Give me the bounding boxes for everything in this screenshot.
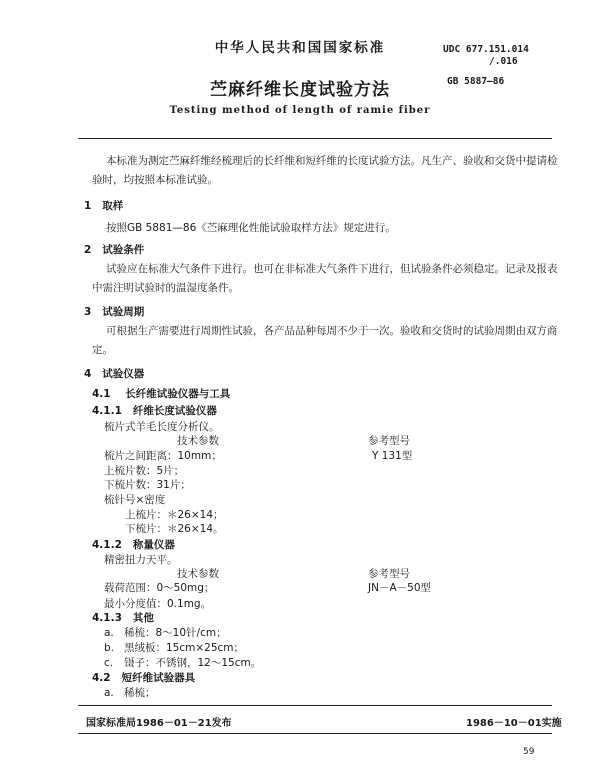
sub-param-item: 下梳片：＊26×14。 <box>125 523 224 535</box>
ref-model: JN－A－50型 <box>368 582 431 594</box>
ref-header: 参考型号 <box>368 435 410 447</box>
section-title: 短纤维试验器具 <box>121 672 196 684</box>
list-item <box>104 655 261 670</box>
effective-date: 1986－10－01实施 <box>466 718 562 729</box>
section-title: 称量仪器 <box>132 539 175 551</box>
section-title: 试验条件 <box>102 244 145 256</box>
page-subtitle: Testing method of length of ramie fiber <box>169 105 431 116</box>
section-title: 取样 <box>102 200 124 212</box>
footer-divider-bottom <box>78 733 552 734</box>
ref-header: 参考型号 <box>368 568 410 580</box>
list-text: 稀梳：8～10针/cm； <box>124 627 227 639</box>
section-title: 其他 <box>132 612 154 624</box>
list-text: 稀梳； <box>124 687 156 699</box>
list-text: 镊子：不锈钢，12～15cm。 <box>124 657 262 669</box>
sub-param-item: 上梳片：＊26×14； <box>125 509 224 521</box>
param-item: 载荷范围：0～50mg； <box>104 582 215 594</box>
section-title: 长纤维试验仪器与工具 <box>125 388 231 400</box>
header-divider <box>78 138 552 139</box>
param-item: 梳针号×密度 <box>104 494 166 506</box>
section-3-text: 可根据生产需要进行周期性试验，各产品品种每周不少于一次。验收和交货时的试验周期由双方商定。 <box>92 325 558 356</box>
list-label: b. <box>104 642 115 654</box>
section-2-heading <box>84 242 144 257</box>
device-name: 精密扭力天平。 <box>104 554 178 566</box>
section-title: 纤维长度试验仪器 <box>132 405 217 417</box>
ref-model: Y 131型 <box>372 450 413 462</box>
device-name: 梳片式羊毛长度分析仪。 <box>104 421 220 433</box>
gb-code: GB 5887—86 <box>447 76 505 87</box>
param-item: 最小分度值：0.1mg。 <box>104 598 212 610</box>
section-3-heading <box>84 304 144 319</box>
standard-label: 中华人民共和国国家标准 <box>214 40 386 56</box>
intro-paragraph: 本标准为测定苎麻纤维经梳理后的长纤维和短纤维的长度试验方法。凡生产、验收和交货中提请检验时，均按照本标准试验。 <box>92 155 558 186</box>
page-title: 苎麻纤维长度试验方法 <box>210 80 390 100</box>
list-label: a. <box>104 627 114 639</box>
section-4-1-1-heading <box>92 403 217 418</box>
list-item <box>104 640 244 655</box>
section-4-1-2-heading <box>92 537 175 552</box>
list-item <box>104 625 227 640</box>
section-number: 4.1.3 <box>92 612 122 624</box>
section-4-heading <box>84 366 144 381</box>
param-item: 下梳片数：31片； <box>104 479 191 491</box>
section-number: 1 <box>84 200 92 212</box>
section-number: 4 <box>84 368 92 380</box>
list-label: c. <box>104 657 114 669</box>
section-number: 4.1 <box>92 388 111 400</box>
udc-main: UDC 677.151.014 <box>443 44 529 55</box>
page-number: 59 <box>523 747 535 757</box>
issued-date: 国家标准局1986－01－21发布 <box>86 718 232 729</box>
section-1-text: 按照GB 5881—86《苎麻理化性能试验取样方法》规定进行。 <box>106 222 396 234</box>
section-number: 3 <box>84 306 92 318</box>
param-item: 梳片之间距离：10mm； <box>104 450 222 462</box>
section-number: 4.1.2 <box>92 539 122 551</box>
section-number: 2 <box>84 244 92 256</box>
param-item: 上梳片数：5片； <box>104 465 185 477</box>
section-4-1-heading <box>92 386 230 401</box>
udc-code <box>443 44 529 68</box>
param-header: 技术参数 <box>177 568 219 580</box>
udc-suffix: /.016 <box>489 56 518 67</box>
section-number: 4.2 <box>92 672 111 684</box>
section-1-heading <box>84 198 123 213</box>
list-text: 黑绒板：15cm×25cm； <box>124 642 245 654</box>
list-label: a. <box>104 687 114 699</box>
section-number: 4.1.1 <box>92 405 122 417</box>
section-4-2-heading <box>92 670 195 685</box>
param-header: 技术参数 <box>177 435 219 447</box>
section-2-text: 试验应在标准大气条件下进行。也可在非标准大气条件下进行，但试验条件必须稳定。记录及报表中需注明试验时的温湿度条件。 <box>92 263 558 294</box>
section-title: 试验周期 <box>102 306 145 318</box>
list-item <box>104 685 156 700</box>
section-title: 试验仪器 <box>102 368 145 380</box>
footer-divider-top <box>78 705 552 706</box>
section-4-1-3-heading <box>92 610 154 625</box>
